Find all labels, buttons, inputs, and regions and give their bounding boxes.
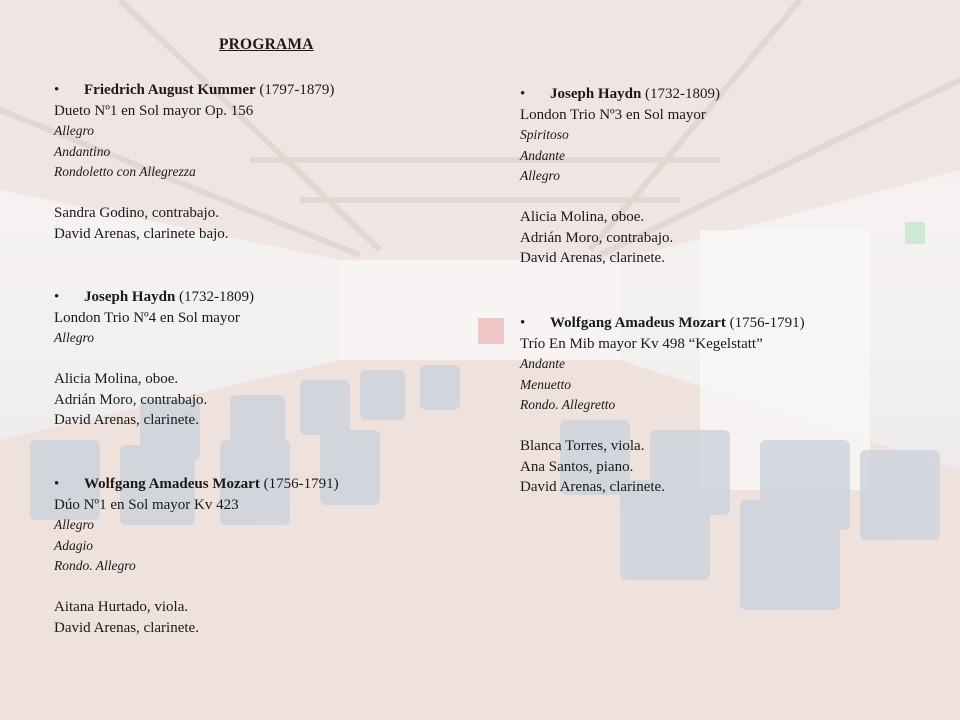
- movement: Andantino: [54, 143, 111, 159]
- piece-header: [54, 474, 339, 495]
- composer-years: (1732-1809): [179, 289, 255, 305]
- composer-years: (1797-1879): [259, 82, 335, 98]
- movement: Allegro: [54, 330, 94, 345]
- work-title: Dueto Nº1 en Sol mayor Op. 156: [54, 102, 254, 119]
- piece-header: [520, 84, 720, 105]
- bullet: •: [520, 315, 526, 331]
- composer-years: (1756-1791): [729, 315, 805, 331]
- performer: David Arenas, clarinete.: [520, 250, 665, 267]
- piece-header: [54, 80, 334, 101]
- performer: Adrián Moro, contrabajo.: [54, 391, 208, 408]
- bullet: •: [54, 476, 60, 492]
- composer-name: Wolfgang Amadeus Mozart: [84, 476, 260, 492]
- composer-years: (1732-1809): [645, 86, 721, 102]
- performer: Aitana Hurtado, viola.: [54, 599, 189, 616]
- piece-header: [54, 287, 254, 308]
- program-title: PROGRAMA: [219, 36, 314, 53]
- work-title: Dúo Nº1 en Sol mayor Kv 423: [54, 496, 239, 513]
- movement: Adagio: [54, 537, 93, 553]
- bullet: •: [520, 86, 526, 102]
- composer-years: (1756-1791): [263, 476, 339, 492]
- movement: Andante: [520, 356, 565, 371]
- movement: Rondo. Allegretto: [520, 397, 616, 413]
- piece-mozart-duo: [54, 474, 339, 638]
- performer: David Arenas, clarinete.: [520, 479, 665, 496]
- movement: Spiritoso: [520, 127, 569, 142]
- movement: Rondo. Allegro: [54, 558, 136, 574]
- piece-haydn-trio3: [520, 84, 720, 269]
- performer: David Arenas, clarinete.: [54, 412, 199, 429]
- movement: Menuetto: [520, 376, 571, 392]
- performer: Sandra Godino, contrabajo.: [54, 205, 219, 222]
- bullet: •: [54, 289, 60, 305]
- composer-name: Joseph Haydn: [550, 86, 642, 102]
- work-title: Trío En Mib mayor Kv 498 “Kegelstatt”: [520, 335, 763, 352]
- movement: Allegro: [520, 168, 560, 184]
- work-title: London Trio Nº3 en Sol mayor: [520, 106, 706, 123]
- performer: Alicia Molina, oboe.: [54, 371, 179, 388]
- movement: Andante: [520, 147, 565, 163]
- piece-mozart-trio: [520, 313, 805, 498]
- performer: Adrián Moro, contrabajo.: [520, 229, 674, 246]
- composer-name: Wolfgang Amadeus Mozart: [550, 315, 726, 331]
- composer-name: Friedrich August Kummer: [84, 82, 256, 98]
- piece-haydn-trio4: [54, 287, 254, 431]
- movement: Allegro: [54, 517, 94, 532]
- piece-header: [520, 313, 805, 334]
- bullet: •: [54, 82, 60, 98]
- movement: Rondoletto con Allegrezza: [54, 164, 196, 180]
- piece-kummer-dueto: [54, 80, 334, 244]
- composer-name: Joseph Haydn: [84, 289, 176, 305]
- work-title: London Trio Nº4 en Sol mayor: [54, 309, 240, 326]
- performer: Alicia Molina, oboe.: [520, 209, 645, 226]
- performer: Ana Santos, piano.: [520, 458, 634, 475]
- movement: Allegro: [54, 123, 94, 138]
- performer: David Arenas, clarinete bajo.: [54, 225, 229, 242]
- performer: Blanca Torres, viola.: [520, 438, 645, 455]
- performer: David Arenas, clarinete.: [54, 619, 199, 636]
